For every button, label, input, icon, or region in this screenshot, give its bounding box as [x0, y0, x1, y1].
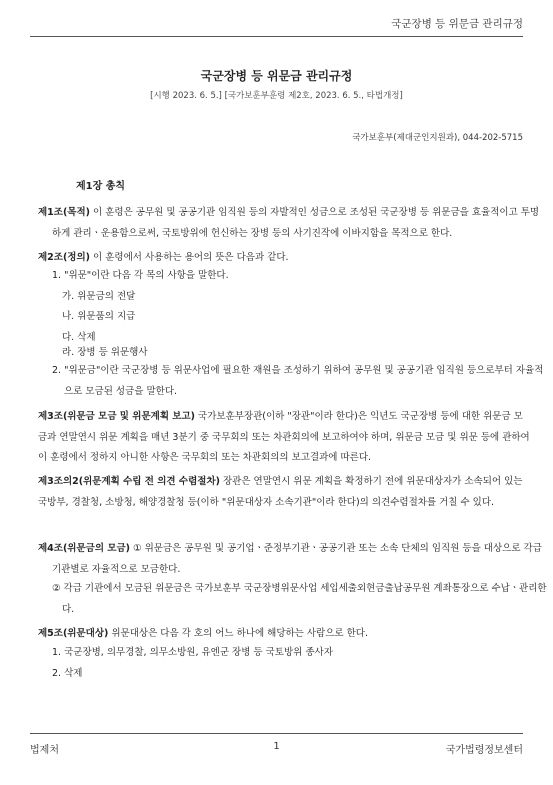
article-5-item-2: 2. 삭제	[52, 668, 83, 679]
article-1-text: 이 훈령은 공무원 및 공공기관 임직원 등의 자발적인 성금으로 조성된 국군장병 등 위문금을 효율적이고 투명하게 관리ㆍ운용함으로써, 국토방위에 헌신하는 장병 등의 사기진작에 이바지함을 목적으로 한다.	[52, 207, 540, 239]
article-2-text: 이 훈령에서 사용하는 용어의 뜻은 다음과 같다.	[90, 252, 289, 263]
article-5-heading: 제5조(위문대상)	[38, 628, 109, 639]
footer-center-name: 국가법령정보센터	[445, 745, 523, 756]
article-2-item-1: 1. "위문"이란 다음 각 목의 사항을 말한다.	[52, 270, 229, 281]
article-2-sub-3: 다. 삭제	[62, 332, 96, 343]
article-4-para-2: ② 각급 기관에서 모금된 위문금은 국가보훈부 국군장병위문사업 세입세출외현금출납공무원 계좌통장으로 수납ㆍ관리한다.	[52, 583, 547, 615]
article-5-item-1: 1. 국군장병, 의무경찰, 의무소방원, 유엔군 장병 등 국토방위 종사자	[52, 647, 333, 658]
article-5	[38, 624, 530, 645]
article-3-text: 국가보훈부장관(이하 "장관"이라 한다)은 익년도 국군장병 등에 대한 위문금 모금과 연말연시 위문 계획을 매년 3분기 중 국무회의 또는 차관회의에 보고하여야 하며, 위문금 모금 및 위문 등에 관하여 이 훈령에서 정하지 아니한 사항은 국무회의 또는 차관회의의 보고결과에 따른다.	[38, 411, 530, 463]
article-2-sub-4: 라. 장병 등 위문행사	[62, 347, 148, 358]
article-1	[38, 203, 544, 244]
article-3-2-heading: 제3조의2(위문계획 수립 전 의견 수렴절차)	[38, 476, 220, 487]
footer-divider	[30, 733, 523, 734]
ministry-contact: 국가보훈부(제대군인지원과), 044-202-5715	[352, 133, 523, 143]
running-header: 국군장병 등 위문금 관리규정	[391, 18, 523, 30]
document-subtitle: [시행 2023. 6. 5.] [국가보훈부훈령 제2호, 2023. 6. 5., 타법개정]	[150, 91, 403, 101]
article-3	[38, 407, 530, 469]
header-divider	[30, 36, 523, 37]
article-2-heading: 제2조(정의)	[38, 252, 91, 263]
article-4-heading: 제4조(위문금의 모금)	[38, 543, 131, 554]
article-4-para-1: ① 위문금은 공무원 및 공기업ㆍ준정부기관ㆍ공공기관 또는 소속 단체의 임직원 등을 대상으로 각급 기관별로 자율적으로 모금한다.	[52, 543, 542, 575]
article-3-2	[38, 472, 530, 513]
chapter-heading: 제1장 총칙	[76, 181, 126, 192]
footer-source: 법제처	[30, 745, 59, 756]
document-title: 국군장병 등 위문금 관리규정	[200, 69, 353, 83]
article-2-sub-2: 나. 위문품의 지급	[62, 311, 136, 322]
article-3-2-text: 장관은 연말연시 위문 계획을 확정하기 전에 위문대상자가 소속되어 있는 국방부, 경찰청, 소방청, 해양경찰청 등(이하 "위문대상자 소속기관"이라 한다)의 의견수렴절차를 거칠 수 있다.	[38, 476, 523, 508]
page-number: 1	[273, 741, 280, 752]
article-2-item-2: 2. "위문금"이란 국군장병 등 위문사업에 필요한 재원을 조성하기 위하여 공무원 및 공공기관 임직원 등으로부터 자율적으로 모금된 성금을 말한다.	[52, 365, 544, 397]
article-3-heading: 제3조(위문금 모금 및 위문계획 보고)	[38, 411, 196, 422]
article-4	[38, 539, 544, 580]
article-2-sub-1: 가. 위문금의 전달	[62, 291, 136, 302]
article-1-heading: 제1조(목적)	[38, 207, 91, 218]
article-5-text: 위문대상은 다음 각 호의 어느 하나에 해당하는 사람으로 한다.	[108, 628, 368, 639]
